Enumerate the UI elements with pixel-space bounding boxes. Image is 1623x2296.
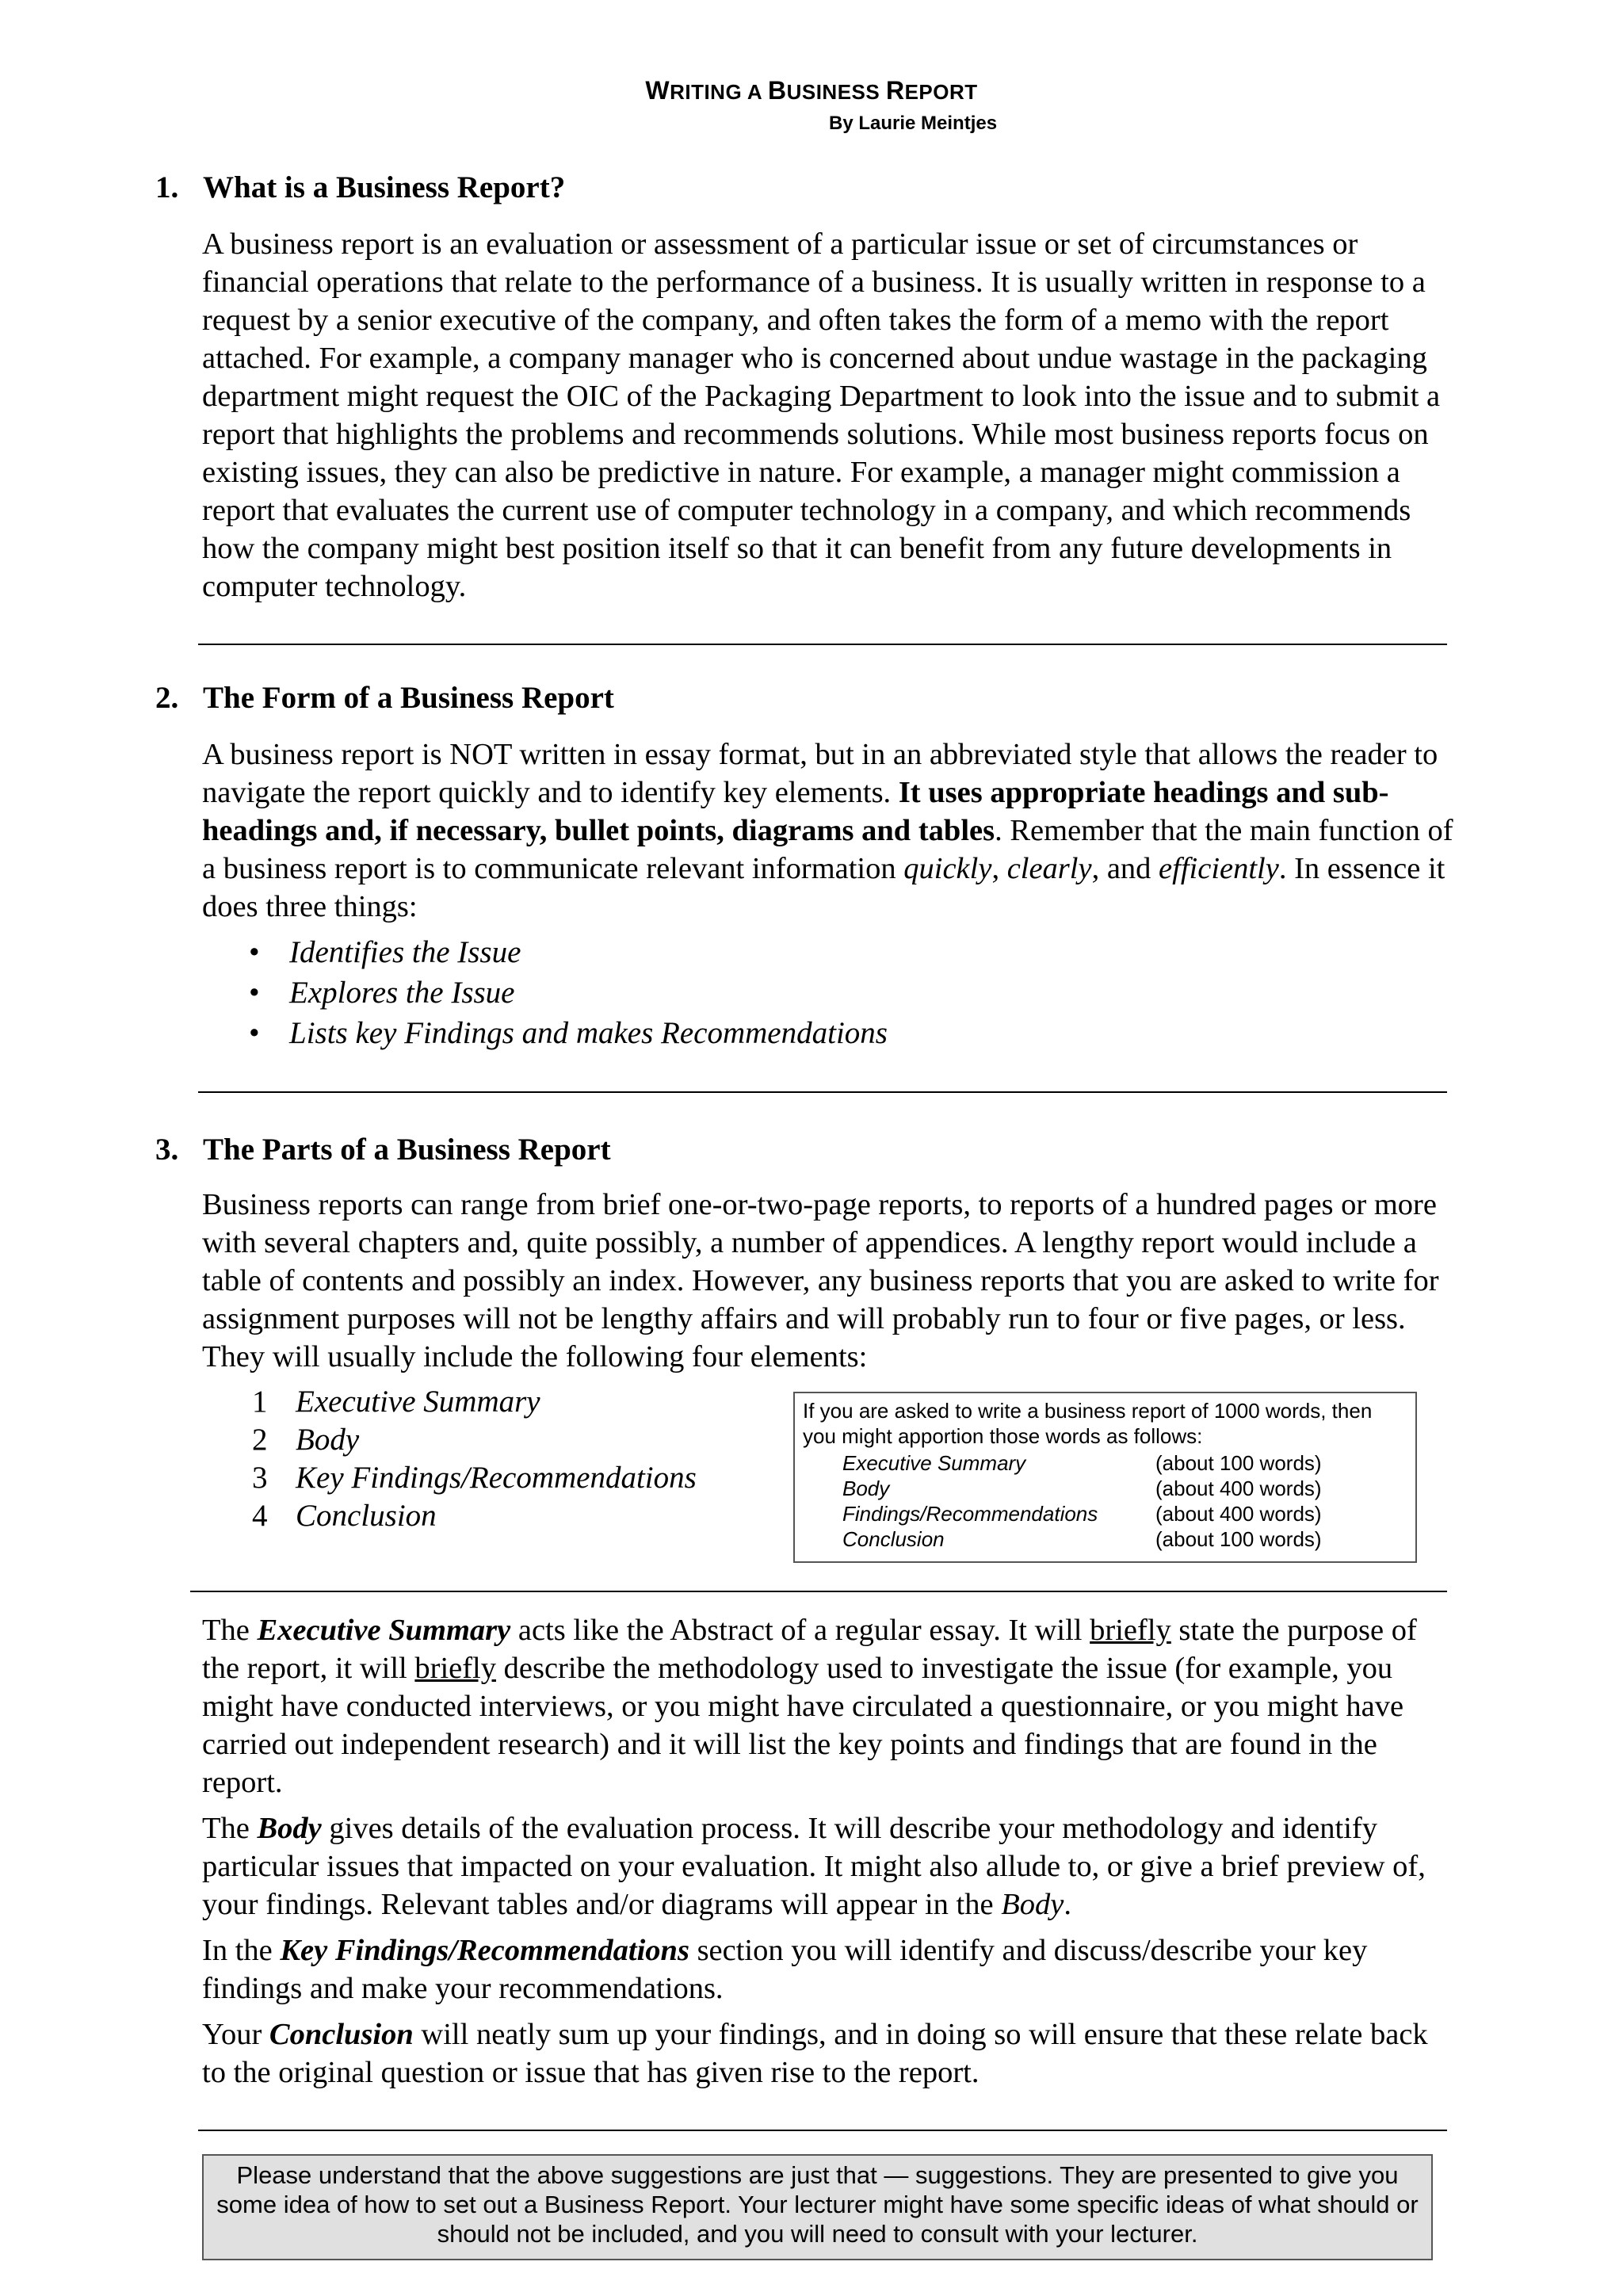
divider — [198, 2130, 1447, 2131]
body-paragraph: The Body gives details of the evaluation process. It will describe your methodology and identify particular issues that impacted on your evaluation. It might also allude to, or give a brief preview of, your findings. Relevant tables and/or diagrams will appear in the Body. — [202, 1812, 1426, 1921]
divider — [190, 1591, 1447, 1592]
section-2-heading: 2. The Form of a Business Report — [155, 681, 614, 715]
table-row: Executive Summary (about 100 words) — [842, 1451, 1322, 1475]
bullet-icon: • — [249, 935, 260, 969]
report-elements-list — [252, 1383, 697, 1535]
key-findings-paragraph: In the Key Findings/Recommendations section you will identify and discuss/describe your key findings and make your recommendations. — [202, 1934, 1368, 2005]
page-title: WRITING A BUSINESS REPORT — [645, 76, 978, 105]
divider — [198, 1091, 1447, 1093]
conclusion-paragraph: Your Conclusion will neatly sum up your findings, and in doing so will ensure that these relate back to the original question or issue that has given rise to the report. — [202, 2018, 1428, 2089]
table-row: Findings/Recommendations (about 400 words) — [842, 1502, 1322, 1526]
list-item: • Identifies the Issue — [246, 932, 888, 972]
executive-summary-paragraph: The Executive Summary acts like the Abstract of a regular essay. It will briefly state the purpose of the report, it will briefly describe the methodology used to investigate the issue (for example, you might have conducted interviews, or you might have circulated a questionnaire, or you might have carried out independent research) and it will list the key points and findings that are found in the report. — [202, 1614, 1417, 1799]
explanations — [202, 1611, 1454, 2099]
byline: By Laurie Meintjes — [829, 113, 998, 134]
table-row: Body (about 400 words) — [842, 1477, 1322, 1500]
list-item: 2 Body — [252, 1423, 360, 1457]
form-bullet-list — [246, 932, 888, 1053]
section-1-heading: 1. What is a Business Report? — [155, 170, 566, 204]
word-allocation-table — [842, 1450, 1322, 1552]
section-2-body: A business report is NOT written in essay format, but in an abbreviated style that allows the reader to navigate the report quickly and to identify key elements. It uses appropriate headings and sub-headings and, if necessary, bullet points, diagrams and tables. Remember that the main function of a business report is to communicate relevant information quickly, clearly, and efficiently. In essence it does three things: — [202, 738, 1453, 923]
section-1-body: A business report is an evaluation or assessment of a particular issue or set of circumstances or financial operations that relate to the performance of a business. It is usually written in response to a request by a senior executive of the company, and often takes the form of a memo with the report attached. For example, a company manager who is concerned about undue wastage in the packaging department might request the OIC of the Packaging Department to look into the issue and to submit a report that highlights the problems and recommends solutions. While most business reports focus on existing issues, they can also be predictive in nature. For example, a manager might commission a report that evaluates the current use of computer technology in a company, and which recommends how the company might best position itself so that it can benefit from any future developments in computer technology. — [202, 227, 1441, 603]
section-3-body: Business reports can range from brief one-or-two-page reports, to reports of a hundred pages or more with several chapters and, quite possibly, a number of appendices. A lengthy report would include a table of contents and possibly an index. However, any business reports that you are asked to write for assignment purposes will not be lengthy affairs and will probably run to four or five pages, or less. They will usually include the following four elements: — [202, 1188, 1439, 1373]
table-row: Conclusion (about 100 words) — [842, 1527, 1322, 1551]
list-item: 1 Executive Summary — [252, 1385, 540, 1419]
word-allocation-box: If you are asked to write a business report of 1000 words, then you might apportion those words as follows: Executive Summary (about 100 words) Body (about 400 words) Findings/Recommendations (about 400 words) Conclusion (about 100 words) — [793, 1392, 1417, 1563]
bullet-icon: • — [249, 976, 260, 1010]
lecturer-notice: Please understand that the above suggestions are just that — suggestions. They are presented to give you some idea of how to set out a Business Report. Your lecturer might have some specific ideas of what should or should not be included, and you will need to consult with your lecturer. — [202, 2154, 1433, 2260]
list-item: 4 Conclusion — [252, 1499, 437, 1533]
section-3-heading: 3. The Parts of a Business Report — [155, 1133, 611, 1167]
list-item: • Lists key Findings and makes Recommendations — [246, 1013, 888, 1053]
divider — [198, 644, 1447, 645]
list-item: 3 Key Findings/Recommendations — [252, 1461, 697, 1495]
bullet-icon: • — [249, 1016, 260, 1050]
list-item: • Explores the Issue — [246, 972, 888, 1013]
